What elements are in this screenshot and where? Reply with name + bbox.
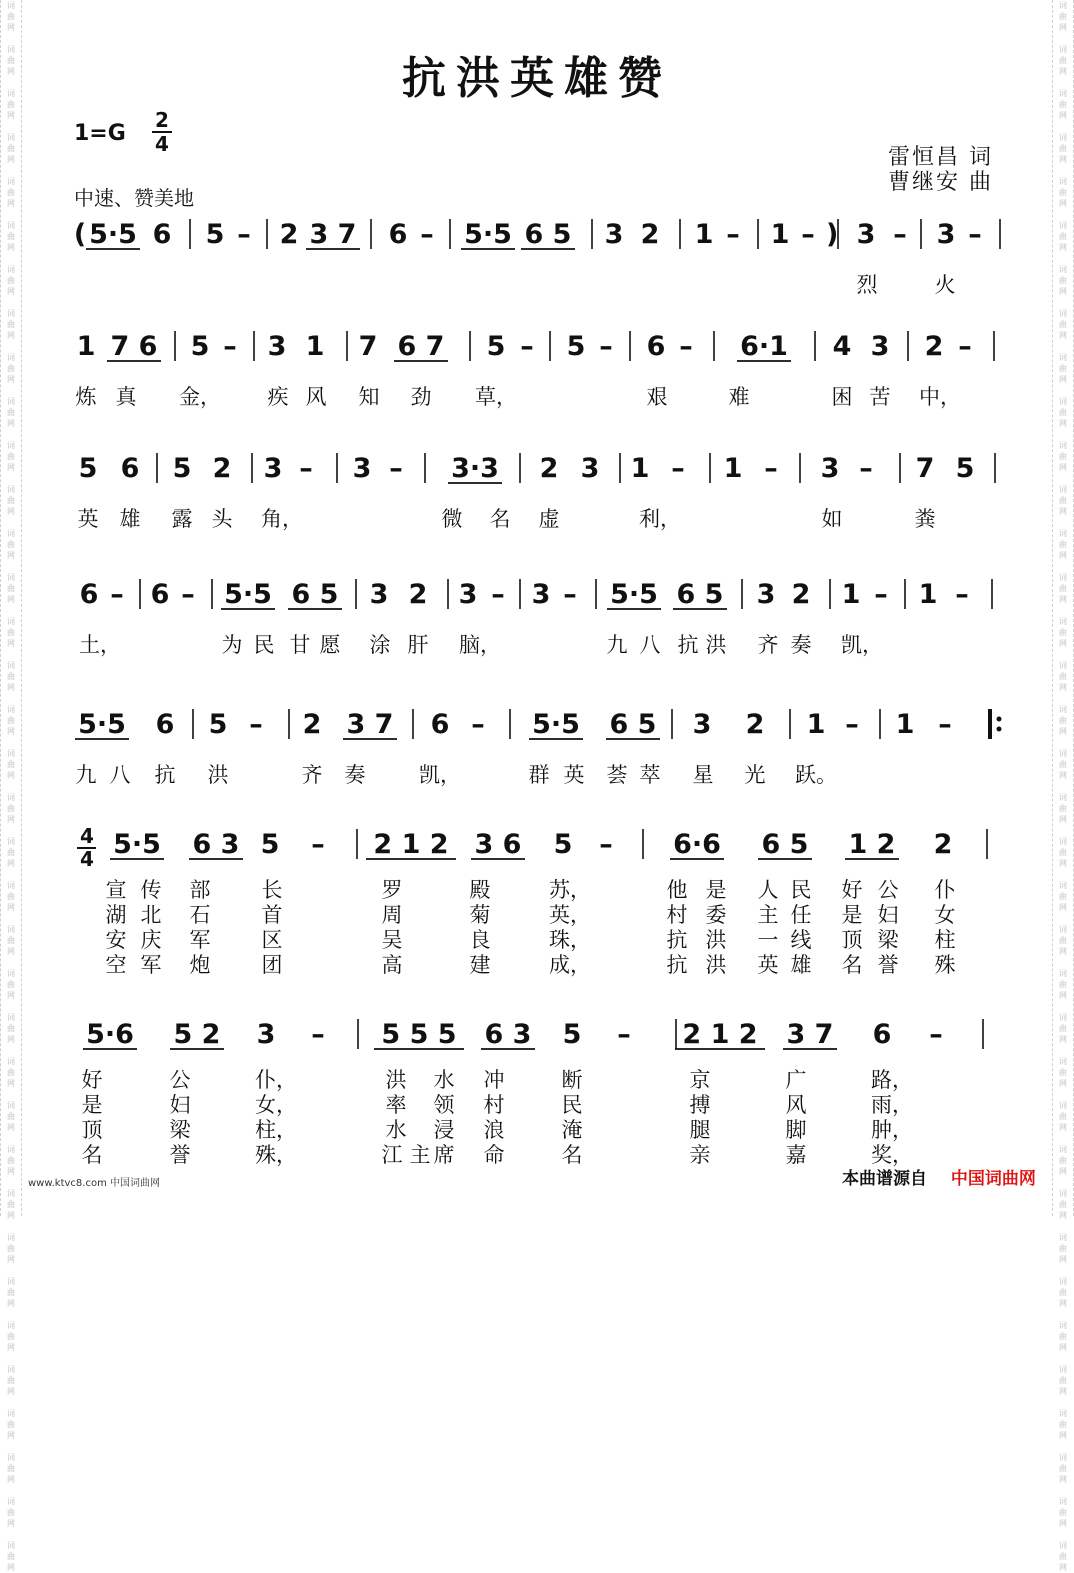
note-3-1: – xyxy=(110,579,124,610)
lyric-4-1: 八 xyxy=(109,763,131,787)
note-2-12: 3·3 xyxy=(451,453,499,484)
note-0-28: 3 xyxy=(936,219,956,250)
note-2-23: 3 xyxy=(820,453,840,484)
lyric-2-0: 英 xyxy=(77,507,99,531)
note-3-3: 6 xyxy=(150,579,170,610)
lyric-verse4-6-6: 命 xyxy=(483,1143,505,1167)
note-4-0: 5·5 xyxy=(78,709,126,740)
lyric-1-1: 真 xyxy=(115,385,137,409)
lyric-verse4-6-10: 奖， xyxy=(871,1143,913,1167)
lyric-verse3-5-2: 军 xyxy=(189,928,211,952)
lyric-0-0: 烈 xyxy=(856,273,878,297)
note-1-27: – xyxy=(958,331,972,362)
lyric-verse1-5-9: 人 xyxy=(757,878,779,902)
lyric-verse3-5-10: 线 xyxy=(790,928,812,952)
lyric-verse3-6-3: 水 xyxy=(385,1118,407,1142)
note-2-21: – xyxy=(764,453,778,484)
note-4-6: 2 xyxy=(302,709,322,740)
note-0-10: 6 xyxy=(388,219,408,250)
lyric-verse4-6-5: 席 xyxy=(433,1143,455,1167)
lyric-2-8: 利， xyxy=(639,507,681,531)
note-5-3: – xyxy=(311,829,325,860)
note-4-9: 6 xyxy=(430,709,450,740)
note-4-3: 5 xyxy=(208,709,228,740)
watermark-strip-right: 词 曲 网 词 曲 网 词 曲 网 词 曲 网 词 曲 网 词 曲 网 词 曲 网 词 曲 网 词 曲 网 词 曲 网 词 曲 网 词 曲 网 词 曲 网 词 曲 网 词 曲 网 词 曲 网 词 曲 网 词 曲 网 词 曲 网 词 曲 网 词 曲 网 词 曲 网 词 曲 网 词 曲 网 词 曲 网 词 曲 网 词 曲 网 词 曲 网 词 曲 网 词 曲 网 词 曲 网 词 曲 网 词 曲 网 词 曲 网 词 曲 网 词 曲 网 xyxy=(1052,0,1074,1216)
note-6-6: 6 3 xyxy=(484,1019,532,1050)
note-1-10: 6 7 xyxy=(397,331,445,362)
lyric-verse2-5-1: 北 xyxy=(140,903,162,927)
note-5-6: 3 6 xyxy=(474,829,522,860)
note-1-21: 6·1 xyxy=(740,331,788,362)
note-3-27: 1 xyxy=(918,579,938,610)
lyric-verse3-6-1: 梁 xyxy=(169,1118,191,1142)
lyric-4-2: 抗 xyxy=(154,763,176,787)
lyric-verse3-5-5: 良 xyxy=(469,928,491,952)
lyric-verse4-5-4: 高 xyxy=(381,953,403,977)
lyric-4-5: 奏 xyxy=(344,763,366,787)
lyric-1-2: 金， xyxy=(179,385,221,409)
note-5-11: 6 5 xyxy=(761,829,809,860)
lyric-verse1-5-3: 长 xyxy=(261,878,283,902)
lyric-verse1-5-2: 部 xyxy=(189,878,211,902)
note-3-0: 6 xyxy=(79,579,99,610)
note-0-22: 1 xyxy=(770,219,790,250)
footer-source-site[interactable]: 中国词曲网 xyxy=(950,1169,1036,1189)
lyric-1-9: 难 xyxy=(728,385,750,409)
note-0-25: 3 xyxy=(856,219,876,250)
tempo-marking: 中速、赞美地 xyxy=(74,186,194,210)
lyric-4-0: 九 xyxy=(75,763,97,787)
note-0-2: 6 xyxy=(152,219,172,250)
score-layer xyxy=(74,219,1002,1168)
lyric-verse4-6-1: 誉 xyxy=(169,1143,191,1167)
note-5-8: – xyxy=(599,829,613,860)
lyric-3-12: 齐 xyxy=(757,633,779,657)
lyric-verse2-5-2: 石 xyxy=(189,903,211,927)
note-6-1: 5 2 xyxy=(173,1019,221,1050)
lyric-verse1-5-6: 苏， xyxy=(549,878,591,902)
lyric-1-12: 中， xyxy=(919,385,961,409)
note-3-15: 3 xyxy=(531,579,551,610)
lyric-verse3-6-5: 浪 xyxy=(483,1118,505,1142)
note-4-15: 3 xyxy=(692,709,712,740)
note-3-22: 2 xyxy=(791,579,811,610)
lyric-verse1-5-13: 仆 xyxy=(934,878,956,902)
lyric-verse3-5-4: 吴 xyxy=(381,928,403,952)
lyric-verse3-6-6: 淹 xyxy=(561,1118,583,1142)
note-1-3: 5 xyxy=(190,331,210,362)
lyric-3-14: 凯， xyxy=(841,633,883,657)
lyric-4-6: 凯， xyxy=(419,763,461,787)
note-0-19: 1 xyxy=(694,219,714,250)
lyric-verse2-6-4: 领 xyxy=(433,1093,455,1117)
note-2-1: 6 xyxy=(120,453,140,484)
note-3-19: 6 5 xyxy=(676,579,724,610)
lyric-verse4-5-5: 建 xyxy=(469,953,491,977)
note-1-6: 3 xyxy=(267,331,287,362)
note-2-24: – xyxy=(859,453,873,484)
note-1-9: 7 xyxy=(358,331,378,362)
lyric-2-10: 粪 xyxy=(914,507,936,531)
note-0-7: 2 xyxy=(279,219,299,250)
lyric-3-9: 八 xyxy=(639,633,661,657)
note-1-19: – xyxy=(679,331,693,362)
lyric-3-0: 土， xyxy=(79,633,121,657)
lyric-verse1-6-2: 仆， xyxy=(255,1068,297,1092)
note-0-29: – xyxy=(968,219,982,250)
note-6-10: 2 1 2 xyxy=(682,1019,758,1050)
lyric-1-11: 苦 xyxy=(869,385,891,409)
note-6-2: 3 xyxy=(256,1019,276,1050)
lyric-3-10: 抗 xyxy=(677,633,699,657)
note-6-8: – xyxy=(617,1019,631,1050)
note-3-18: 5·5 xyxy=(610,579,658,610)
lyric-verse2-5-13: 女 xyxy=(934,903,956,927)
note-2-10: – xyxy=(389,453,403,484)
note-4-18: 1 xyxy=(806,709,826,740)
note-3-24: 1 xyxy=(841,579,861,610)
note-2-0: 5 xyxy=(78,453,98,484)
lyric-4-3: 洪 xyxy=(207,763,229,787)
watermark-strip-left: 词 曲 网 词 曲 网 词 曲 网 词 曲 网 词 曲 网 词 曲 网 词 曲 网 词 曲 网 词 曲 网 词 曲 网 词 曲 网 词 曲 网 词 曲 网 词 曲 网 词 曲 网 词 曲 网 词 曲 网 词 曲 网 词 曲 网 词 曲 网 词 曲 网 词 曲 网 词 曲 网 词 曲 网 词 曲 网 词 曲 网 词 曲 网 词 曲 网 词 曲 网 词 曲 网 词 曲 网 词 曲 网 词 曲 网 词 曲 网 词 曲 网 词 曲 网 xyxy=(0,0,22,1216)
note-2-9: 3 xyxy=(352,453,372,484)
note-3-16: – xyxy=(563,579,577,610)
note-5-7: 5 xyxy=(553,829,573,860)
time-signature-top: 2 xyxy=(155,108,169,132)
lyric-4-8: 英 xyxy=(563,763,585,787)
lyric-verse4-5-8: 洪 xyxy=(705,953,727,977)
lyric-verse4-6-9: 嘉 xyxy=(785,1143,807,1167)
lyric-verse1-6-0: 好 xyxy=(81,1068,103,1092)
note-1-12: 5 xyxy=(486,331,506,362)
note-3-28: – xyxy=(955,579,969,610)
note-2-26: 7 xyxy=(915,453,935,484)
lyric-2-7: 虚 xyxy=(538,507,560,531)
note-3-21: 3 xyxy=(756,579,776,610)
note-5-1: 6 3 xyxy=(192,829,240,860)
repeat-dot xyxy=(997,727,1002,732)
lyric-verse4-6-3: 江 xyxy=(381,1143,403,1167)
note-2-4: 2 xyxy=(212,453,232,484)
lyric-verse4-5-0: 空 xyxy=(105,953,127,977)
lyric-verse3-6-2: 柱， xyxy=(255,1118,297,1142)
note-2-7: – xyxy=(299,453,313,484)
lyric-verse1-5-5: 殿 xyxy=(469,878,491,902)
lyric-verse3-6-4: 浸 xyxy=(433,1118,455,1142)
lyric-2-9: 如 xyxy=(821,507,843,531)
lyric-2-4: 角， xyxy=(261,507,303,531)
lyric-verse4-5-3: 团 xyxy=(261,953,283,977)
note-6-13: – xyxy=(929,1019,943,1050)
lyric-verse2-5-0: 湖 xyxy=(105,903,127,927)
lyric-verse1-6-3: 洪 xyxy=(385,1068,407,1092)
lyric-verse3-6-0: 顶 xyxy=(81,1118,103,1142)
lyric-1-8: 艰 xyxy=(646,385,668,409)
lyric-1-0: 炼 xyxy=(75,385,97,409)
lyric-4-7: 群 xyxy=(528,763,550,787)
note-1-4: – xyxy=(223,331,237,362)
lyric-verse3-6-7: 腿 xyxy=(689,1118,711,1142)
lyric-3-6: 肝 xyxy=(407,633,429,657)
note-5-2: 5 xyxy=(260,829,280,860)
lyric-3-4: 愿 xyxy=(319,633,341,657)
lyric-verse2-5-10: 任 xyxy=(790,903,812,927)
note-6-5: 5 5 5 xyxy=(381,1019,457,1050)
note-3-10: 2 xyxy=(408,579,428,610)
lyric-verse1-6-5: 冲 xyxy=(483,1068,505,1092)
lyric-3-1: 为 xyxy=(221,633,243,657)
lyric-verse2-5-11: 是 xyxy=(841,903,863,927)
footer-site-url: www.ktvc8.com 中国词曲网 xyxy=(28,1178,161,1189)
note-4-21: 1 xyxy=(895,709,915,740)
note-0-20: – xyxy=(726,219,740,250)
lyric-verse1-6-8: 广 xyxy=(785,1068,807,1092)
note-0-4: 5 xyxy=(205,219,225,250)
note-2-6: 3 xyxy=(263,453,283,484)
lyric-3-3: 甘 xyxy=(289,633,311,657)
note-0-23: – xyxy=(801,219,815,250)
lyric-verse2-5-5: 菊 xyxy=(469,903,491,927)
composer-credit: 曹继安 曲 xyxy=(888,170,993,195)
note-0-17: 2 xyxy=(640,219,660,250)
lyric-verse2-5-4: 周 xyxy=(381,903,403,927)
lyric-verse1-5-8: 是 xyxy=(705,878,727,902)
lyric-verse1-5-11: 好 xyxy=(841,878,863,902)
note-3-7: 6 5 xyxy=(291,579,339,610)
lyric-verse3-5-1: 庆 xyxy=(140,928,162,952)
lyric-3-11: 洪 xyxy=(705,633,727,657)
lyric-verse2-6-3: 率 xyxy=(385,1093,407,1117)
note-1-26: 2 xyxy=(924,331,944,362)
note-3-6: 5·5 xyxy=(224,579,272,610)
lyric-verse4-5-7: 抗 xyxy=(666,953,688,977)
lyric-verse1-5-0: 宣 xyxy=(105,878,127,902)
note-1-24: 3 xyxy=(870,331,890,362)
lyric-4-9: 荟 xyxy=(606,763,628,787)
lyric-verse2-5-3: 首 xyxy=(261,903,283,927)
lyric-verse4-5-13: 殊 xyxy=(934,953,956,977)
lyric-2-1: 雄 xyxy=(119,507,141,531)
note-0-5: – xyxy=(237,219,251,250)
lyric-4-10: 萃 xyxy=(639,763,661,787)
note-6-7: 5 xyxy=(562,1019,582,1050)
lyric-verse3-6-8: 脚 xyxy=(785,1118,807,1142)
paren-close: ) xyxy=(826,219,839,250)
lyric-verse3-5-6: 珠， xyxy=(549,928,591,952)
lyric-4-4: 齐 xyxy=(301,763,323,787)
note-0-14: 6 5 xyxy=(524,219,572,250)
note-4-19: – xyxy=(845,709,859,740)
note-2-15: 3 xyxy=(580,453,600,484)
note-4-16: 2 xyxy=(745,709,765,740)
lyric-3-8: 九 xyxy=(606,633,628,657)
note-0-11: – xyxy=(420,219,434,250)
lyric-verse1-5-7: 他 xyxy=(666,878,688,902)
note-2-20: 1 xyxy=(723,453,743,484)
lyric-verse4-5-10: 雄 xyxy=(790,953,812,977)
lyric-verse1-6-9: 路， xyxy=(871,1068,913,1092)
lyric-verse2-6-1: 妇 xyxy=(169,1093,191,1117)
note-2-3: 5 xyxy=(172,453,192,484)
note-5-0: 5·5 xyxy=(113,829,161,860)
lyric-verse3-5-13: 柱 xyxy=(934,928,956,952)
note-0-0: ( xyxy=(73,219,87,250)
lyric-verse2-6-5: 村 xyxy=(483,1093,505,1117)
note-0-1: 5·5 xyxy=(89,219,137,250)
note-5-13: 2 xyxy=(933,829,953,860)
lyric-1-10: 困 xyxy=(831,385,853,409)
lyric-2-2: 露 xyxy=(171,507,193,531)
lyric-verse2-5-8: 委 xyxy=(705,903,727,927)
time-change-top: 4 xyxy=(80,824,94,848)
lyric-verse2-6-9: 雨， xyxy=(871,1093,913,1117)
lyric-verse4-5-1: 军 xyxy=(140,953,162,977)
key-signature: 1=G xyxy=(74,121,126,146)
lyric-verse4-6-8: 亲 xyxy=(689,1143,711,1167)
lyric-1-6: 劲 xyxy=(410,385,432,409)
lyric-verse4-5-12: 誉 xyxy=(877,953,899,977)
note-6-11: 3 7 xyxy=(786,1019,834,1050)
lyric-verse1-5-4: 罗 xyxy=(381,878,403,902)
footer-source-label: 本曲谱源自 xyxy=(842,1169,927,1189)
note-3-9: 3 xyxy=(369,579,389,610)
lyric-verse4-5-6: 成， xyxy=(549,953,591,977)
note-2-27: 5 xyxy=(955,453,975,484)
lyric-verse3-6-9: 肿， xyxy=(871,1118,913,1142)
lyric-verse2-5-9: 主 xyxy=(757,903,779,927)
lyric-3-7: 脑， xyxy=(459,633,501,657)
lyric-verse4-6-0: 名 xyxy=(81,1143,103,1167)
lyric-verse3-5-3: 区 xyxy=(261,928,283,952)
lyric-4-13: 跃。 xyxy=(795,763,837,787)
lyric-1-3: 疾 xyxy=(267,385,289,409)
note-4-7: 3 7 xyxy=(346,709,394,740)
lyric-verse2-5-12: 妇 xyxy=(877,903,899,927)
note-2-18: – xyxy=(671,453,685,484)
lyric-verse1-6-1: 公 xyxy=(169,1068,191,1092)
lyric-verse2-6-7: 搏 xyxy=(689,1093,711,1117)
lyric-verse3-5-9: 一 xyxy=(757,928,779,952)
lyric-verse3-5-8: 洪 xyxy=(705,928,727,952)
lyric-3-5: 涂 xyxy=(369,633,391,657)
lyric-verse1-5-1: 传 xyxy=(140,878,162,902)
lyric-verse1-5-12: 公 xyxy=(877,878,899,902)
note-3-25: – xyxy=(874,579,888,610)
note-4-12: 5·5 xyxy=(532,709,580,740)
lyric-verse3-5-7: 抗 xyxy=(666,928,688,952)
lyric-2-6: 名 xyxy=(489,507,511,531)
note-3-4: – xyxy=(181,579,195,610)
lyric-verse1-5-10: 民 xyxy=(790,878,812,902)
note-1-1: 7 6 xyxy=(110,331,158,362)
lyric-verse2-5-7: 村 xyxy=(666,903,688,927)
lyric-verse1-6-7: 京 xyxy=(689,1068,711,1092)
lyric-verse4-6-7: 名 xyxy=(561,1143,583,1167)
footer-source xyxy=(842,1164,1036,1189)
note-1-18: 6 xyxy=(646,331,666,362)
time-signature-bottom: 4 xyxy=(155,132,169,156)
note-2-14: 2 xyxy=(539,453,559,484)
lyric-verse4-5-2: 炮 xyxy=(189,953,211,977)
lyric-1-7: 草， xyxy=(475,385,517,409)
lyric-2-3: 头 xyxy=(211,507,233,531)
lyric-3-2: 民 xyxy=(253,633,275,657)
lyric-verse2-6-8: 风 xyxy=(785,1093,807,1117)
lyric-verse3-5-11: 顶 xyxy=(841,928,863,952)
lyric-verse1-6-4: 水 xyxy=(433,1068,455,1092)
note-6-0: 5·6 xyxy=(86,1019,134,1050)
lyric-verse3-5-0: 安 xyxy=(105,928,127,952)
note-4-10: – xyxy=(471,709,485,740)
lyric-verse4-5-9: 英 xyxy=(757,953,779,977)
time-change-bottom: 4 xyxy=(80,847,94,871)
song-title: 抗洪英雄赞 xyxy=(402,53,672,104)
lyric-1-4: 风 xyxy=(305,385,327,409)
lyric-verse2-5-6: 英， xyxy=(549,903,591,927)
lyric-2-5: 微 xyxy=(441,507,463,531)
repeat-dot xyxy=(997,717,1002,722)
lyric-verse2-6-2: 女， xyxy=(255,1093,297,1117)
note-1-7: 1 xyxy=(305,331,325,362)
note-1-15: 5 xyxy=(566,331,586,362)
lyric-verse4-6-4: 主 xyxy=(409,1143,431,1167)
lyric-0-1: 火 xyxy=(934,273,956,297)
note-4-13: 6 5 xyxy=(609,709,657,740)
lyric-1-5: 知 xyxy=(358,385,380,409)
lyric-verse2-6-6: 民 xyxy=(561,1093,583,1117)
note-0-26: – xyxy=(893,219,907,250)
lyric-4-11: 星 xyxy=(692,763,714,787)
note-5-5: 2 1 2 xyxy=(373,829,449,860)
note-2-17: 1 xyxy=(630,453,650,484)
note-4-4: – xyxy=(249,709,263,740)
lyric-verse2-6-0: 是 xyxy=(81,1093,103,1117)
note-5-12: 1 2 xyxy=(848,829,896,860)
note-5-10: 6·6 xyxy=(673,829,721,860)
note-0-8: 3 7 xyxy=(309,219,357,250)
lyric-3-13: 奏 xyxy=(790,633,812,657)
note-1-0: 1 xyxy=(76,331,96,362)
note-6-3: – xyxy=(311,1019,325,1050)
note-1-16: – xyxy=(599,331,613,362)
note-4-22: – xyxy=(938,709,952,740)
lyric-verse4-6-2: 殊， xyxy=(255,1143,297,1167)
note-6-12: 6 xyxy=(872,1019,892,1050)
note-0-13: 5·5 xyxy=(464,219,512,250)
note-3-12: 3 xyxy=(458,579,478,610)
lyricist-credit: 雷恒昌 词 xyxy=(888,145,993,170)
note-1-23: 4 xyxy=(832,331,852,362)
note-0-16: 3 xyxy=(604,219,624,250)
note-4-1: 6 xyxy=(155,709,175,740)
lyric-verse1-6-6: 断 xyxy=(561,1068,583,1092)
lyric-4-12: 光 xyxy=(744,763,766,787)
note-1-13: – xyxy=(520,331,534,362)
lyric-verse4-5-11: 名 xyxy=(841,953,863,977)
note-3-13: – xyxy=(491,579,505,610)
lyric-verse3-5-12: 梁 xyxy=(877,928,899,952)
